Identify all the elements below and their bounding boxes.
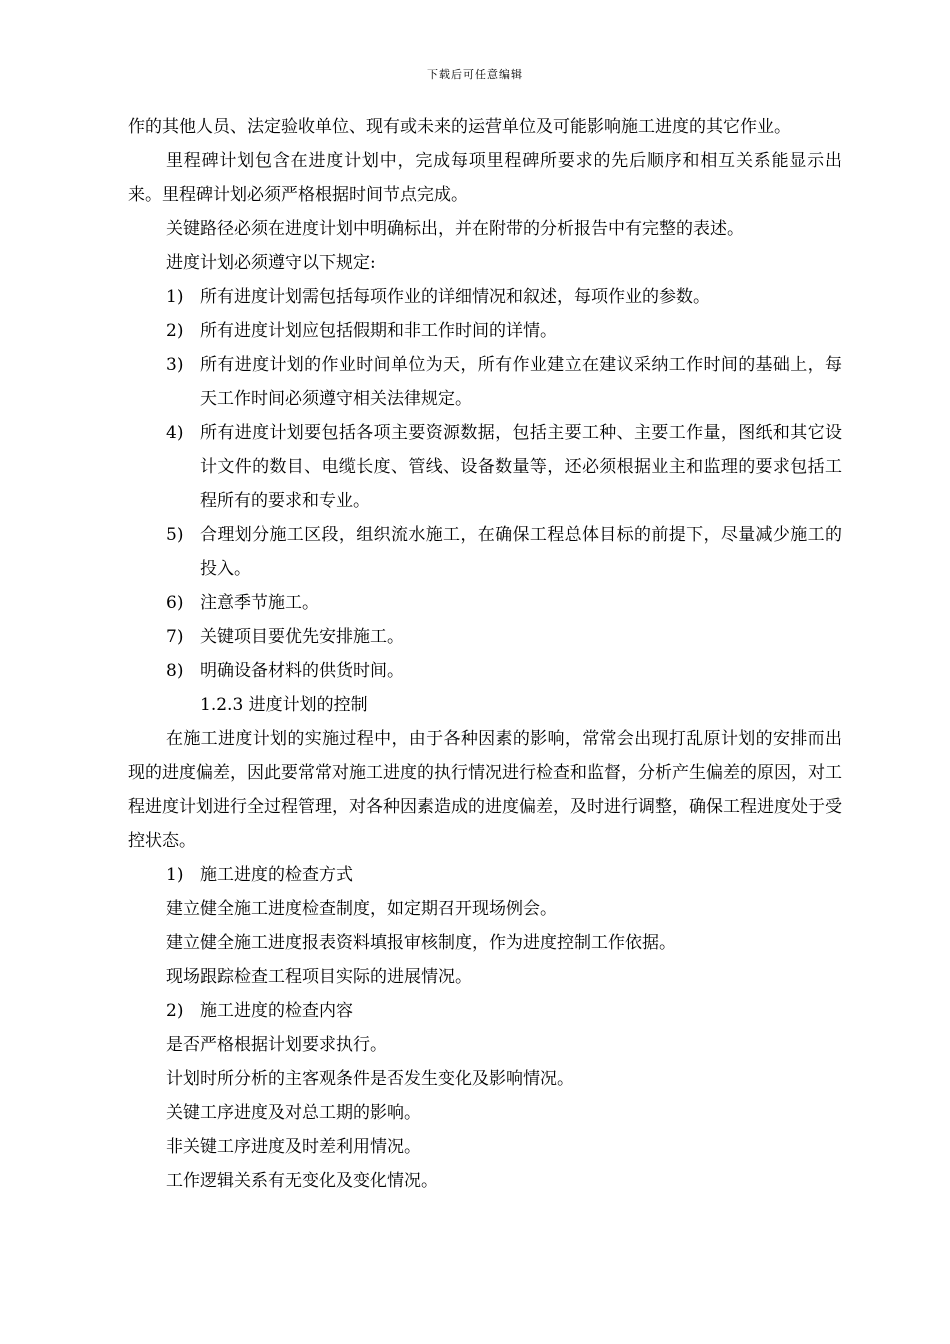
- subsection-heading: [128, 994, 842, 1028]
- item-text: 明确设备材料的供货时间。: [200, 661, 404, 681]
- item-number: 5): [166, 525, 184, 545]
- list-item: 计划时所分析的主客观条件是否发生变化及影响情况。: [166, 1069, 574, 1089]
- item-text: 所有进度计划应包括假期和非工作时间的详情。: [200, 321, 557, 341]
- list-item: 工作逻辑关系有无变化及变化情况。: [166, 1171, 438, 1191]
- list-item: [128, 348, 842, 416]
- rules-list: [128, 280, 842, 688]
- list-item: 非关键工序进度及时差利用情况。: [166, 1137, 421, 1157]
- paragraph-rules-intro: 进度计划必须遵守以下规定:: [166, 253, 376, 273]
- item-number: 1): [166, 287, 184, 307]
- list-item: 是否严格根据计划要求执行。: [166, 1035, 387, 1055]
- list-item: [128, 620, 842, 654]
- item-number: 6): [166, 593, 184, 613]
- list-item: [128, 586, 842, 620]
- item-number: 2): [166, 1001, 184, 1021]
- list-item: [128, 518, 842, 586]
- item-text: 注意季节施工。: [200, 593, 319, 613]
- item-number: 1): [166, 865, 184, 885]
- subsection-heading: [128, 858, 842, 892]
- list-item: 现场跟踪检查工程项目实际的进展情况。: [166, 967, 472, 987]
- document-body: [128, 110, 842, 1198]
- paragraph-milestone: 里程碑计划包含在进度计划中，完成每项里程碑所要求的先后顺序和相互关系能显示出来。里程碑计划必须严格根据时间节点完成。: [128, 151, 842, 205]
- section-heading: 1.2.3 进度计划的控制: [200, 695, 368, 715]
- list-item: [128, 314, 842, 348]
- list-item: 关键工序进度及对总工期的影响。: [166, 1103, 421, 1123]
- item-text: 所有进度计划的作业时间单位为天，所有作业建立在建议采纳工作时间的基础上，每天工作时间必须遵守相关法律规定。: [200, 355, 842, 409]
- paragraph-continuation: 作的其他人员、法定验收单位、现有或未来的运营单位及可能影响施工进度的其它作业。: [128, 117, 791, 137]
- item-number: 7): [166, 627, 184, 647]
- item-number: 4): [166, 423, 184, 443]
- list-item: [128, 654, 842, 688]
- item-number: 3): [166, 355, 184, 375]
- item-text: 所有进度计划需包括每项作业的详细情况和叙述，每项作业的参数。: [200, 287, 710, 307]
- list-item: 建立健全施工进度报表资料填报审核制度，作为进度控制工作依据。: [166, 933, 676, 953]
- item-text: 合理划分施工区段，组织流水施工，在确保工程总体目标的前提下，尽量减少施工的投入。: [200, 525, 842, 579]
- item-text: 关键项目要优先安排施工。: [200, 627, 404, 647]
- item-text: 所有进度计划要包括各项主要资源数据，包括主要工种、主要工作量，图纸和其它设计文件的数目、电缆长度、管线、设备数量等，还必须根据业主和监理的要求包括工程所有的要求和专业。: [200, 423, 842, 511]
- paragraph-critical-path: 关键路径必须在进度计划中明确标出，并在附带的分析报告中有完整的表述。: [166, 219, 744, 239]
- list-item: 建立健全施工进度检查制度，如定期召开现场例会。: [166, 899, 557, 919]
- paragraph-control: 在施工进度计划的实施过程中，由于各种因素的影响，常常会出现打乱原计划的安排而出现的进度偏差，因此要常常对施工进度的执行情况进行检查和监督，分析产生偏差的原因，对工程进度计划进行全过程管理，对各种因素造成的进度偏差，及时进行调整，确保工程进度处于受控状态。: [128, 729, 842, 851]
- item-number: 2): [166, 321, 184, 341]
- item-text: 施工进度的检查内容: [200, 1001, 353, 1021]
- list-item: [128, 280, 842, 314]
- list-item: [128, 416, 842, 518]
- item-text: 施工进度的检查方式: [200, 865, 353, 885]
- item-number: 8): [166, 661, 184, 681]
- page-header: 下载后可任意编辑: [427, 68, 523, 81]
